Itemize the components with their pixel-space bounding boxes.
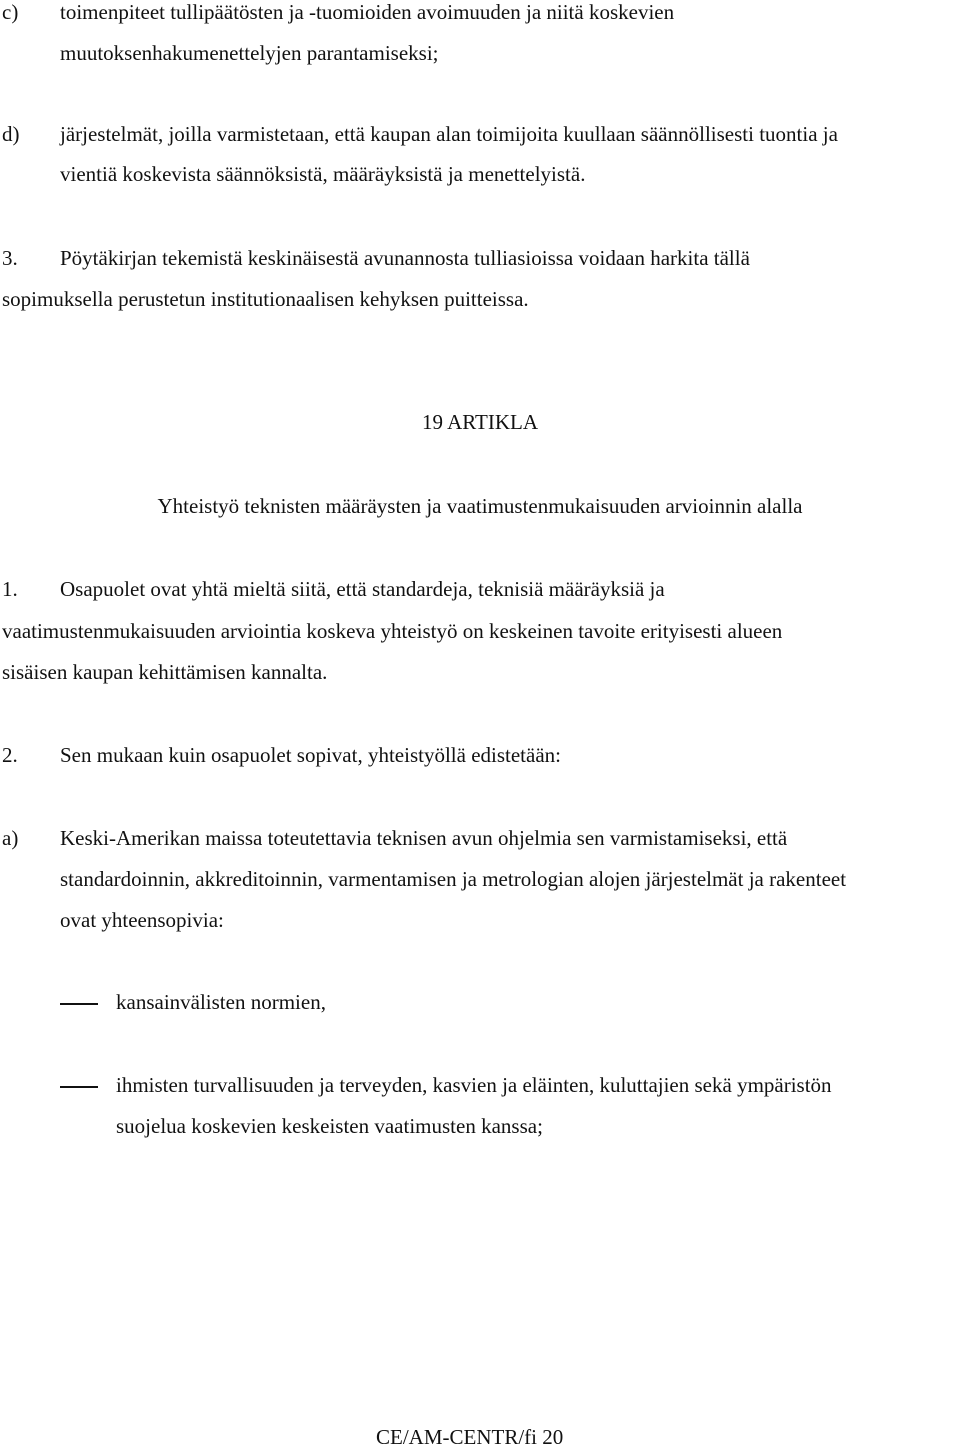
item-c-marker: c) xyxy=(2,0,19,24)
item-d-marker: d) xyxy=(2,122,20,146)
dash-item-1-line-1: kansainvälisten normien, xyxy=(116,990,326,1014)
dash-bullet-2 xyxy=(60,1086,98,1088)
item-a-line-2: standardoinnin, akkreditoinnin, varmentamisen ja metrologian alojen järjestelmät ja rakenteet xyxy=(60,867,847,891)
para-1-marker: 1. xyxy=(2,577,18,601)
para-3-line-1: Pöytäkirjan tekemistä keskinäisestä avunannosta tulliasioissa voidaan harkita tällä xyxy=(60,246,750,270)
dash-item-2-line-1: ihmisten turvallisuuden ja terveyden, kasvien ja eläinten, kuluttajien sekä ympäristön xyxy=(116,1073,832,1097)
dash-bullet-1 xyxy=(60,1003,98,1005)
para-3-line-2: sopimuksella perustetun institutionaalisen kehyksen puitteissa. xyxy=(2,287,529,311)
item-d-line-2: vientiä koskevista säännöksistä, määräyksistä ja menettelyistä. xyxy=(60,162,586,186)
para-2-marker: 2. xyxy=(2,743,18,767)
item-a-marker: a) xyxy=(2,826,19,850)
item-d-line-1: järjestelmät, joilla varmistetaan, että kaupan alan toimijoita kuullaan säännöllisesti tuontia ja xyxy=(60,122,838,146)
document-reference: CE/AM-CENTR/fi 20 xyxy=(376,1425,564,1449)
item-a-line-3: ovat yhteensopivia: xyxy=(60,908,224,932)
para-3-marker: 3. xyxy=(2,246,18,270)
para-1-line-1: Osapuolet ovat yhtä mieltä siitä, että standardeja, teknisiä määräyksiä ja xyxy=(60,577,665,601)
item-a-line-1: Keski-Amerikan maissa toteutettavia teknisen avun ohjelmia sen varmistamiseksi, että xyxy=(60,826,788,850)
item-c-line-2: muutoksenhakumenettelyjen parantamiseksi; xyxy=(60,41,439,65)
article-title: Yhteistyö teknisten määräysten ja vaatimustenmukaisuuden arvioinnin alalla xyxy=(157,494,803,518)
para-2-line-1: Sen mukaan kuin osapuolet sopivat, yhteistyöllä edistetään: xyxy=(60,743,561,767)
para-1-line-3: sisäisen kaupan kehittämisen kannalta. xyxy=(2,660,328,684)
article-heading: 19 ARTIKLA xyxy=(422,410,538,434)
para-1-line-2: vaatimustenmukaisuuden arviointia koskeva yhteistyö on keskeinen tavoite erityisesti alueen xyxy=(2,619,783,643)
item-c-line-1: toimenpiteet tullipäätösten ja -tuomioiden avoimuuden ja niitä koskevien xyxy=(60,0,675,24)
dash-item-2-line-2: suojelua koskevien keskeisten vaatimusten kanssa; xyxy=(116,1114,543,1138)
